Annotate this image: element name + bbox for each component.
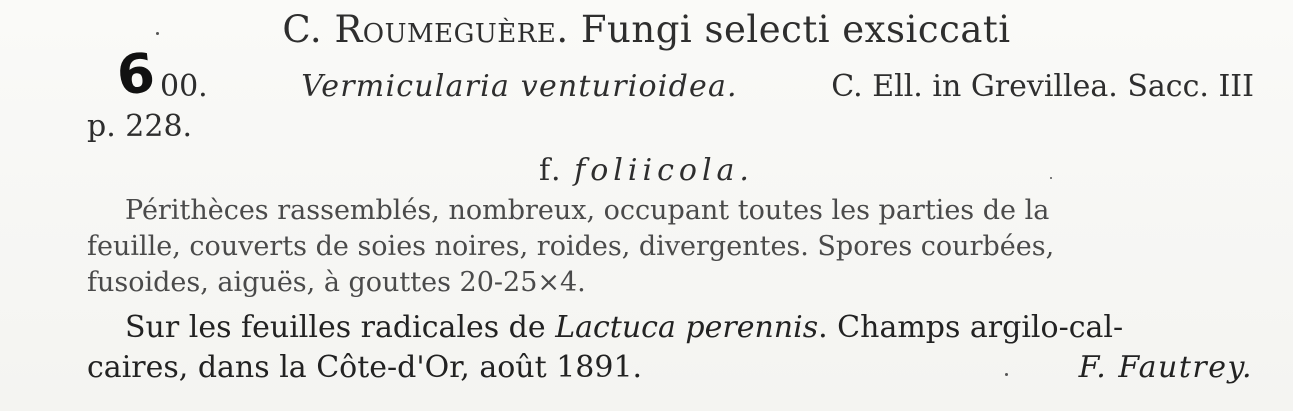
collector-name: F. Fautrey.: [1078, 350, 1253, 385]
species-line: [160, 68, 1254, 106]
habitat: [87, 308, 1255, 388]
title-author: Roumeguère.: [334, 8, 569, 51]
ink-speck: [156, 32, 159, 35]
habitat-text-1: [87, 308, 1123, 348]
specimen-number: 00.: [160, 69, 208, 104]
description-line-3: [87, 265, 1255, 301]
habitat-text-2: caires, dans la Côte-d'Or, août 1891.: [87, 350, 643, 385]
forma-prefix: f.: [539, 153, 563, 188]
description-text-3: fusoides, aiguës, à gouttes 20-25×4.: [87, 267, 586, 298]
habitat-line-2: [87, 348, 1255, 388]
habitat-suffix: . Champs argilo-cal-: [818, 310, 1124, 345]
forma-line: [0, 152, 1293, 190]
description-line-2: [87, 229, 1255, 265]
habitat-prefix: Sur les feuilles radicales de: [125, 310, 546, 345]
description-text-2: feuille, couverts de soies noires, roides, divergentes. Spores courbées,: [87, 231, 1055, 262]
ink-speck: [1050, 177, 1052, 179]
description: [87, 193, 1255, 301]
description-line-1: [87, 193, 1255, 229]
species-name: Vermicularia venturioidea.: [301, 69, 738, 104]
species-authority: C. Ell. in Grevillea. Sacc. III: [831, 69, 1254, 104]
page-reference: p. 228.: [87, 109, 193, 144]
habitat-line-1: [87, 308, 1255, 348]
host-plant: Lactuca perennis: [555, 310, 819, 345]
forma-name: foliicola.: [574, 153, 754, 188]
description-text-1: Périthèces rassemblés, nombreux, occupant toutes les parties de la: [125, 195, 1050, 226]
title-initial: C.: [282, 8, 323, 51]
ink-speck: [1005, 373, 1008, 376]
label-title: [0, 6, 1293, 54]
handwritten-number: 6: [113, 41, 150, 108]
title-series: Fungi selecti exsiccati: [580, 8, 1011, 51]
